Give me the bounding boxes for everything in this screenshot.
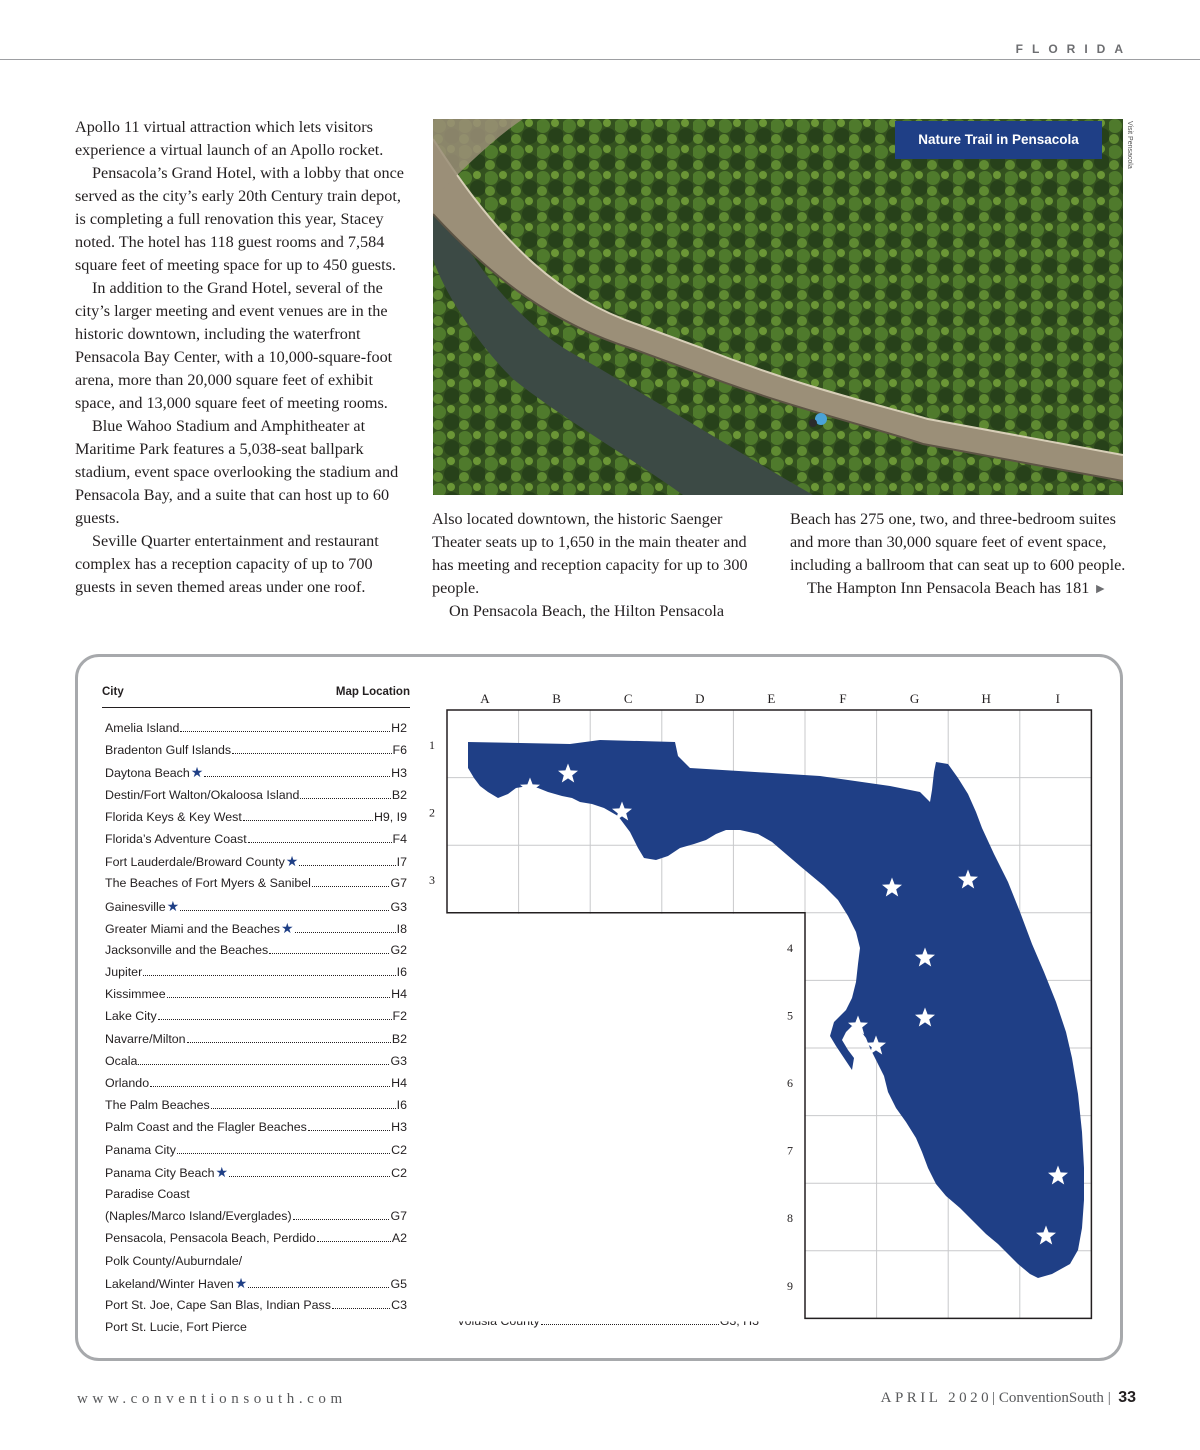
directory-entry	[105, 1005, 407, 1027]
leader-dots	[211, 1108, 396, 1109]
footer-separator: |	[1107, 1390, 1111, 1406]
leader-dots	[243, 820, 373, 821]
map-column-label: A	[480, 691, 490, 706]
leader-dots	[167, 997, 391, 998]
map-row-label: 8	[787, 1211, 793, 1226]
directory-map-location: F6	[392, 743, 407, 758]
map-row-label: 2	[429, 805, 435, 820]
directory-entry	[105, 784, 407, 806]
star-icon: ★	[280, 919, 294, 936]
directory-entry	[105, 1161, 407, 1183]
paragraph: On Pensacola Beach, the Hilton Pensacola	[449, 602, 725, 620]
directory-map-location: F4	[392, 831, 407, 846]
directory-city-name: Gainesville	[105, 899, 166, 914]
directory-map-location: B2	[391, 1031, 407, 1046]
directory-map-location: G5	[390, 1276, 407, 1291]
map-row-label: 3	[429, 873, 435, 888]
directory-entry	[105, 1050, 407, 1072]
map-column-label: F	[839, 691, 847, 706]
directory-city-name: Florida’s Adventure Coast	[105, 831, 247, 846]
directory-city-name: Florida Keys & Key West	[105, 809, 242, 824]
leader-dots	[180, 910, 389, 911]
map-column-label: D	[695, 691, 705, 706]
star-icon: ★	[285, 853, 299, 870]
directory-map-location: H4	[391, 987, 407, 1002]
directory-city-name: Lake City	[105, 1009, 157, 1024]
map-row-label: 5	[787, 1008, 793, 1023]
directory-map-location: I6	[396, 1098, 407, 1113]
directory-map-location: G2	[390, 942, 407, 957]
map-row-label: 6	[787, 1076, 793, 1090]
directory-city-name: Port St. Joe, Cape San Blas, Indian Pass	[105, 1297, 331, 1312]
nature-trail-photo	[433, 119, 1123, 495]
directory-entry	[105, 983, 407, 1005]
directory-entry	[105, 895, 407, 917]
leader-dots	[158, 1019, 392, 1020]
directory-city-name: Daytona Beach	[105, 766, 190, 781]
page-number: 33	[1118, 1389, 1136, 1406]
section-tag: FLORIDA	[1015, 42, 1132, 56]
map-column-label: B	[552, 691, 561, 706]
directory-city-name: Destin/Fort Walton/Okaloosa Island	[105, 787, 300, 802]
map-row-label: 1	[429, 738, 435, 752]
directory-map-location: I7	[396, 855, 407, 870]
directory-city-name: Lakeland/Winter Haven	[105, 1276, 234, 1291]
map-column-label: H	[981, 691, 991, 706]
directory-map-location: F2	[392, 1009, 407, 1024]
directory-entry	[105, 828, 407, 850]
directory-city-name: The Palm Beaches	[105, 1098, 210, 1113]
directory-map-location: H3	[391, 1120, 407, 1135]
footer-issue-info	[881, 1389, 1136, 1407]
map-column-labels	[480, 691, 1060, 706]
directory-column-1	[105, 717, 407, 1338]
leader-dots	[138, 1064, 389, 1065]
leader-dots	[229, 1176, 390, 1177]
paragraph: Blue Wahoo Stadium and Amphitheater at Maritime Park features a 5,038-seat ballpark stadium, event space overlooking the stadium and Pensacola Bay, and a suite that can host up to 60 guests.	[75, 417, 399, 527]
leader-dots	[332, 1308, 390, 1309]
directory-city-name: Jacksonville and the Beaches	[105, 942, 269, 957]
leader-dots	[232, 753, 391, 754]
directory-map-location: C3	[391, 1297, 407, 1312]
map-column-label: I	[1055, 691, 1060, 706]
directory-entry	[105, 806, 407, 828]
leader-dots	[143, 975, 395, 976]
paragraph	[790, 577, 1126, 601]
directory-city-name: Pensacola, Pensacola Beach, Perdido	[105, 1231, 316, 1246]
leader-dots	[204, 776, 390, 777]
directory-map-location: G3	[390, 899, 407, 914]
directory-header-location: Map Location	[335, 686, 410, 698]
article-column-3	[790, 508, 1126, 601]
top-rule	[0, 59, 1200, 60]
directory-entry	[105, 1272, 407, 1294]
directory-entry	[105, 1116, 407, 1138]
directory-entry	[105, 761, 407, 783]
directory-entry	[105, 1094, 407, 1116]
map-column-label: E	[767, 691, 776, 706]
map-column-label: C	[623, 691, 633, 706]
directory-city-name: Orlando	[105, 1076, 150, 1090]
directory-entry	[105, 1227, 407, 1249]
directory-map-location: C2	[391, 1165, 407, 1180]
directory-map-location: H2	[391, 721, 407, 735]
directory-city-name: Panama City Beach	[105, 1165, 215, 1180]
leader-dots	[269, 953, 389, 954]
directory-city-name: Port St. Lucie, Fort Pierce	[105, 1320, 247, 1335]
star-icon: ★	[190, 764, 204, 781]
leader-dots	[177, 1153, 390, 1154]
paragraph: Seville Quarter entertainment and restaurant complex has a reception capacity of up to 700 guests in seven themed areas under one roof.	[75, 532, 379, 596]
directory-map-location: C2	[391, 1142, 407, 1157]
directory-header-city: City	[102, 686, 124, 698]
directory-map-location: G3	[390, 1053, 407, 1068]
paragraph: Pensacola’s Grand Hotel, with a lobby that once served as the city’s early 20th Century train depot, is completing a full renovation this year, Stacey noted. The hotel has 118 guest rooms and 7,584 square feet of meeting space for up to 450 guests.	[75, 164, 404, 274]
leader-dots	[312, 886, 390, 887]
leader-dots	[180, 731, 390, 732]
directory-map-location: G7	[390, 876, 407, 891]
directory-city-name: Navarre/Milton	[105, 1031, 186, 1046]
directory-city-name: Greater Miami and the Beaches	[105, 921, 280, 936]
map-row-label: 9	[787, 1278, 793, 1293]
paragraph-text: The Hampton Inn Pensacola Beach has 181	[807, 579, 1090, 597]
directory-city-name: Jupiter	[105, 965, 143, 980]
directory-city-name: Panama City	[105, 1142, 176, 1157]
leader-dots	[293, 1219, 390, 1220]
map-row-label: 7	[787, 1143, 793, 1158]
photo-caption: Nature Trail in Pensacola	[895, 121, 1102, 159]
directory-entry	[105, 850, 407, 872]
directory-entry	[105, 1139, 407, 1161]
paragraph: In addition to the Grand Hotel, several of the city’s larger meeting and event venues are in the historic downtown, including the waterfront Pensacola Bay Center, with a 10,000-square-foot arena, more than 20,000 square feet of exhibit space, and 13,000 square feet of meeting rooms.	[75, 279, 393, 412]
directory-city-name: The Beaches of Fort Myers & Sanibel	[105, 876, 311, 891]
leader-dots	[300, 798, 390, 799]
directory-header	[102, 686, 410, 708]
directory-entry	[105, 1316, 407, 1338]
leader-dots	[248, 842, 392, 843]
directory-entry	[105, 961, 407, 983]
directory-city-name: Palm Coast and the Flagler Beaches	[105, 1120, 307, 1135]
star-icon: ★	[234, 1274, 248, 1291]
directory-entry	[105, 739, 407, 761]
map-column-label: G	[909, 691, 920, 706]
directory-city-name: Paradise Coast	[105, 1186, 190, 1201]
directory-city-name: Polk County/Auburndale/	[105, 1253, 243, 1268]
footer-magazine: ConventionSouth	[998, 1390, 1104, 1406]
directory-entry	[105, 1294, 407, 1316]
directory-map-location: G7	[390, 1209, 407, 1224]
photo-credit-text: Visit Pensacola	[1126, 121, 1133, 169]
article-column-1	[75, 116, 408, 599]
directory-entry	[105, 1250, 407, 1272]
directory-city-name: Bradenton Gulf Islands	[105, 743, 232, 758]
directory-city-name: Kissimmee	[105, 987, 166, 1002]
directory-entry	[105, 939, 407, 961]
footer-website: www.conventionsouth.com	[77, 1391, 347, 1407]
photo-credit	[1124, 119, 1138, 179]
florida-grid-map	[420, 682, 1100, 1342]
boardwalk-aerial-illustration	[433, 119, 1123, 495]
directory-city-name: Ocala	[105, 1053, 138, 1068]
directory-city-name: Amelia Island	[105, 721, 180, 735]
leader-dots	[299, 865, 395, 866]
footer-separator: |	[992, 1390, 996, 1406]
leader-dots	[317, 1241, 391, 1242]
directory-map-location: A2	[391, 1231, 407, 1246]
directory-map-location: H4	[391, 1076, 407, 1090]
directory-entry	[105, 917, 407, 939]
directory-map-location: I8	[396, 921, 407, 936]
footer-issue: APRIL 2020	[880, 1390, 993, 1406]
paragraph: Also located downtown, the historic Saenger Theater seats up to 1,650 in the main theater and has meeting and reception capacity for up to 300 people.	[432, 510, 748, 597]
directory-map-location: H9, I9	[373, 809, 407, 824]
directory-entry	[105, 717, 407, 739]
continue-arrow-icon: ►	[1093, 582, 1108, 597]
directory-city-name: (Naples/Marco Island/Everglades)	[105, 1209, 292, 1224]
star-icon: ★	[166, 897, 180, 914]
leader-dots	[150, 1086, 390, 1087]
leader-dots	[308, 1130, 390, 1131]
directory-entry	[105, 1205, 407, 1227]
directory-city-name: Fort Lauderdale/Broward County	[105, 855, 285, 870]
leader-dots	[295, 932, 396, 933]
directory-entry	[105, 1072, 407, 1094]
star-icon: ★	[215, 1163, 229, 1180]
paragraph: Apollo 11 virtual attraction which lets visitors experience a virtual launch of an Apollo rocket.	[75, 118, 384, 159]
map-row-label: 4	[787, 940, 793, 955]
leader-dots	[248, 1287, 389, 1288]
paragraph: Beach has 275 one, two, and three-bedroom suites and more than 30,000 square feet of event space, including a ballroom that can seat up to 600 people.	[790, 510, 1126, 574]
directory-entry	[105, 1183, 407, 1205]
directory-map-location: I6	[396, 965, 407, 980]
article-column-2	[432, 508, 762, 623]
map-frame-notch	[446, 914, 805, 1322]
directory-entry	[105, 872, 407, 894]
directory-map-location: B2	[391, 787, 407, 802]
directory-entry	[105, 1028, 407, 1050]
directory-map-location: H3	[391, 766, 407, 781]
leader-dots	[187, 1042, 391, 1043]
